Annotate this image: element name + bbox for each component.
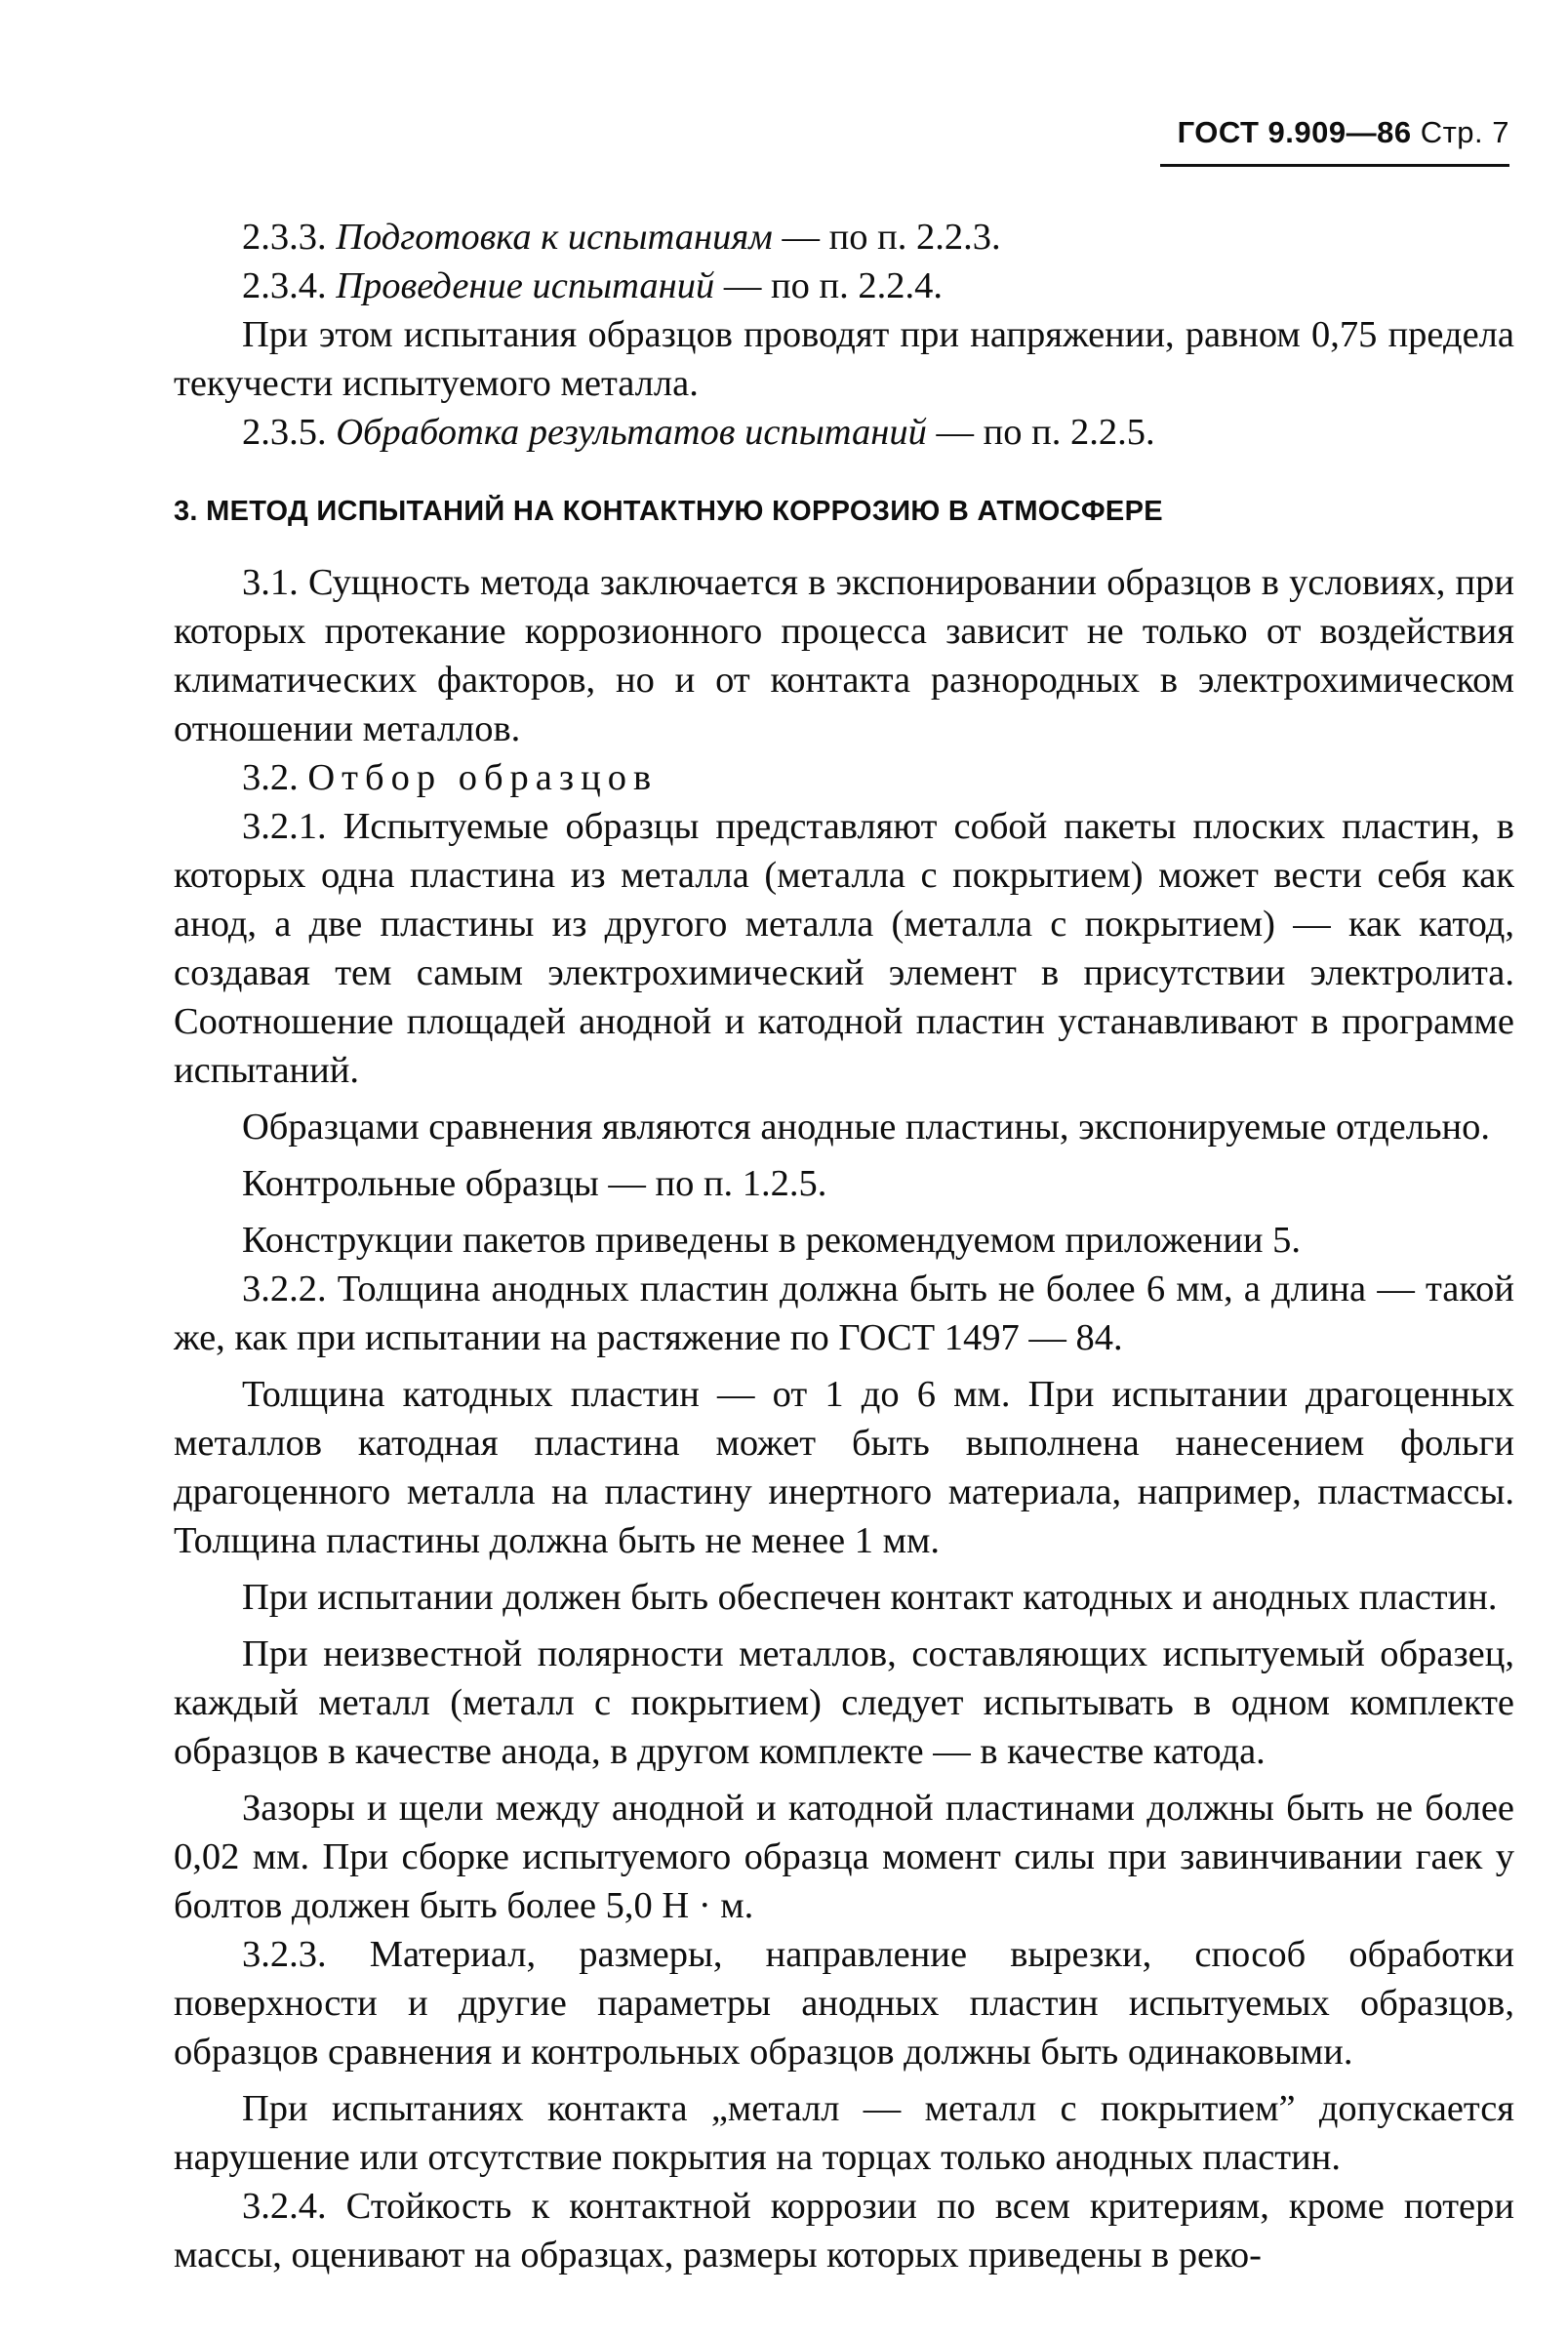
paragraph-3-2-2-d: При неизвестной полярности металлов, составляющих испытуемый образец, каждый металл (металл с покрытием) следует испытывать в одном комплекте образцов в качестве анода, в другом комплекте — в качестве катода.	[174, 1633, 1514, 1772]
clause-number: 2.3.3.	[242, 217, 337, 258]
clause-title: Обработка результатов испытаний	[336, 412, 927, 453]
page-number: Стр. 7	[1411, 115, 1509, 149]
clause-number: 3.2.	[242, 757, 308, 798]
paragraph-3-1: 3.1. Сущность метода заключается в экспонировании образцов в условиях, при которых протекание коррозионного процесса зависит не только от воздействия климатических факторов, но и от контакта разнородных в электрохимическом отношении металлов.	[174, 562, 1514, 749]
clause-text: — по п. 2.2.3.	[772, 217, 1001, 258]
paragraph-3-2-4: 3.2.4. Стойкость к контактной коррозии по всем критериям, кроме потери массы, оценивают на образцах, размеры которых приведены в реко-	[174, 2186, 1514, 2276]
standard-code: ГОСТ 9.909—86	[1177, 115, 1412, 149]
paragraph-3-2-2-b: Толщина катодных пластин — от 1 до 6 мм. При испытании драгоценных металлов катодная пластина может быть выполнена нанесением фольги драгоценного металла на пластину инертного материала, например, пластмассы. Толщина пластины должна быть не менее 1 мм.	[174, 1374, 1514, 1561]
paragraph-3-2-2-c: При испытании должен быть обеспечен контакт катодных и анодных пластин.	[242, 1577, 1498, 1618]
paragraph-3-2-1-d: Конструкции пакетов приведены в рекомендуемом приложении 5.	[242, 1220, 1301, 1261]
paragraph-3-2-1: 3.2.1. Испытуемые образцы представляют собой пакеты плоских пластин, в которых одна пластина из металла (металла с покрытием) может вести себя как анод, а две пластины из другого металла (металла с покрытием) — как катод, создавая тем самым электрохимический элемент в присутствии электролита. Соотношение площадей анодной и катодной пластин устанавливают в программе испытаний.	[174, 806, 1514, 1091]
paragraph-2-3-3	[174, 213, 1514, 262]
page-header	[1178, 115, 1509, 150]
clause-text: — по п. 2.2.4.	[714, 265, 943, 306]
paragraph-3-2	[174, 753, 1514, 802]
paragraph-3-2-3: 3.2.3. Материал, размеры, направление вырезки, способ обработки поверхности и другие параметры анодных пластин испытуемых образцов, образцов сравнения и контрольных образцов должны быть одинаковыми.	[174, 1934, 1514, 2073]
clause-number: 2.3.4.	[242, 265, 337, 306]
clause-text: — по п. 2.2.5.	[926, 412, 1155, 453]
paragraph-3-2-1-b: Образцами сравнения являются анодные пластины, экспонируемые отдельно.	[242, 1107, 1490, 1148]
clause-number: 2.3.5.	[242, 412, 337, 453]
paragraph-3-2-2: 3.2.2. Толщина анодных пластин должна быть не более 6 мм, а длина — такой же, как при испытании на растяжение по ГОСТ 1497 — 84.	[174, 1269, 1514, 1358]
paragraph-2-3-5	[174, 408, 1514, 457]
clause-title: Проведение испытаний	[336, 265, 715, 306]
paragraph-2-3-4	[174, 262, 1514, 310]
paragraph-2-3-4-note: При этом испытания образцов проводят при напряжении, равном 0,75 предела текучести испытуемого металла.	[174, 314, 1514, 404]
section-title: 3. МЕТОД ИСПЫТАНИЙ НА КОНТАКТНУЮ КОРРОЗИЮ В АТМОСФЕРЕ	[174, 496, 1163, 527]
document-body	[174, 213, 1514, 2279]
clause-title: Отбор образцов	[307, 757, 659, 798]
clause-title: Подготовка к испытаниям	[336, 217, 773, 258]
header-rule	[1160, 164, 1509, 167]
paragraph-3-2-1-c: Контрольные образцы — по п. 1.2.5.	[242, 1163, 827, 1204]
paragraph-3-2-2-e: Зазоры и щели между анодной и катодной пластинами должны быть не более 0,02 мм. При сборке испытуемого образца момент силы при завинчивании гаек у болтов должен быть более 5,0 Н · м.	[174, 1788, 1514, 1926]
paragraph-3-2-3-b: При испытаниях контакта „металл — металл с покрытием” допускается нарушение или отсутствие покрытия на торцах только анодных пластин.	[174, 2088, 1514, 2178]
